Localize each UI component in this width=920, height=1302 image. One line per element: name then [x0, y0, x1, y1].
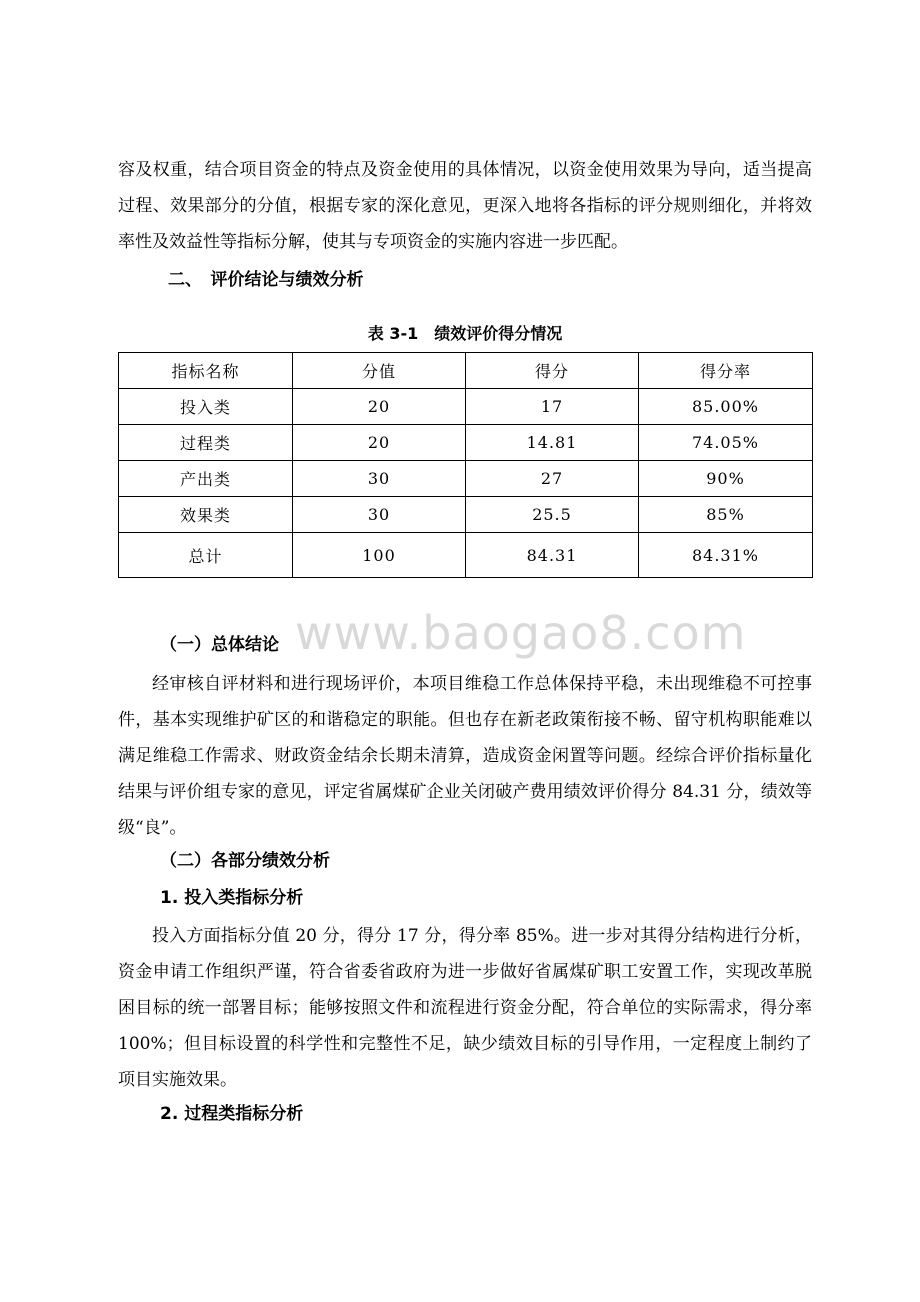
header-points: 分值: [293, 353, 466, 389]
table-cell: 85.00%: [639, 389, 813, 425]
intro-paragraph: 容及权重，结合项目资金的特点及资金使用的具体情况，以资金使用效果为导向，适当提高过程、效果部分的分值，根据专家的深化意见，更深入地将各指标的评分规则细化，并将效率性及效益性等指标分解，使其与专项资金的实施内容进一步匹配。: [118, 160, 812, 252]
table-total-row: [119, 533, 813, 578]
table-cell: 90%: [639, 461, 813, 497]
overall-heading: （一）总体结论: [160, 635, 279, 655]
table-row: [119, 425, 813, 461]
table-row: [119, 497, 813, 533]
table-cell: 85%: [639, 497, 813, 533]
header-score: 得分: [466, 353, 639, 389]
table-cell: 100: [293, 533, 466, 578]
table-cell: 过程类: [119, 425, 293, 461]
input-paragraph: 投入方面指标分值 20 分，得分 17 分，得分率 85%。进一步对其得分结构进行分析，资金申请工作组织严谨，符合省委省政府为进一步做好省属煤矿职工安置工作，实现改革脱困目标的统一部署目标；能够按照文件和流程进行资金分配，符合单位的实际需求，得分率 100%；但目标设置的科学性和完整性不足，缺少绩效目标的引导作用，一定程度上制约了项目实施效果。: [118, 926, 812, 1090]
table-cell: 84.31%: [639, 533, 813, 578]
table-row: [119, 461, 813, 497]
table-cell: 投入类: [119, 389, 293, 425]
input-heading: 1. 投入类指标分析: [160, 888, 304, 908]
header-indicator: 指标名称: [119, 353, 293, 389]
table-cell: 产出类: [119, 461, 293, 497]
table-cell: 84.31: [466, 533, 639, 578]
table-cell: 30: [293, 497, 466, 533]
parts-heading: （二）各部分绩效分析: [160, 851, 330, 871]
table-cell: 效果类: [119, 497, 293, 533]
score-table: [118, 352, 813, 578]
table-cell: 17: [466, 389, 639, 425]
table-cell: 14.81: [466, 425, 639, 461]
table-cell: 30: [293, 461, 466, 497]
table-caption: 表 3-1 绩效评价得分情况: [367, 324, 563, 343]
table-cell: 25.5: [466, 497, 639, 533]
process-heading: 2. 过程类指标分析: [160, 1104, 304, 1124]
section-heading: 二、 评价结论与绩效分析: [168, 270, 364, 290]
table-header-row: [119, 353, 813, 389]
watermark: www.baogao8.com: [295, 606, 747, 660]
header-rate: 得分率: [639, 353, 813, 389]
table-cell: 20: [293, 425, 466, 461]
table-cell: 20: [293, 389, 466, 425]
table-cell: 27: [466, 461, 639, 497]
overall-paragraph: 经审核自评材料和进行现场评价，本项目维稳工作总体保持平稳，未出现维稳不可控事件，基本实现维护矿区的和谐稳定的职能。但也存在新老政策衔接不畅、留守机构职能难以满足维稳工作需求、财政资金结余长期未清算，造成资金闲置等问题。经综合评价指标量化结果与评价组专家的意见，评定省属煤矿企业关闭破产费用绩效评价得分 84.31 分，绩效等级“良”。: [118, 674, 812, 838]
table-cell: 74.05%: [639, 425, 813, 461]
table-cell: 总计: [119, 533, 293, 578]
table-row: [119, 389, 813, 425]
